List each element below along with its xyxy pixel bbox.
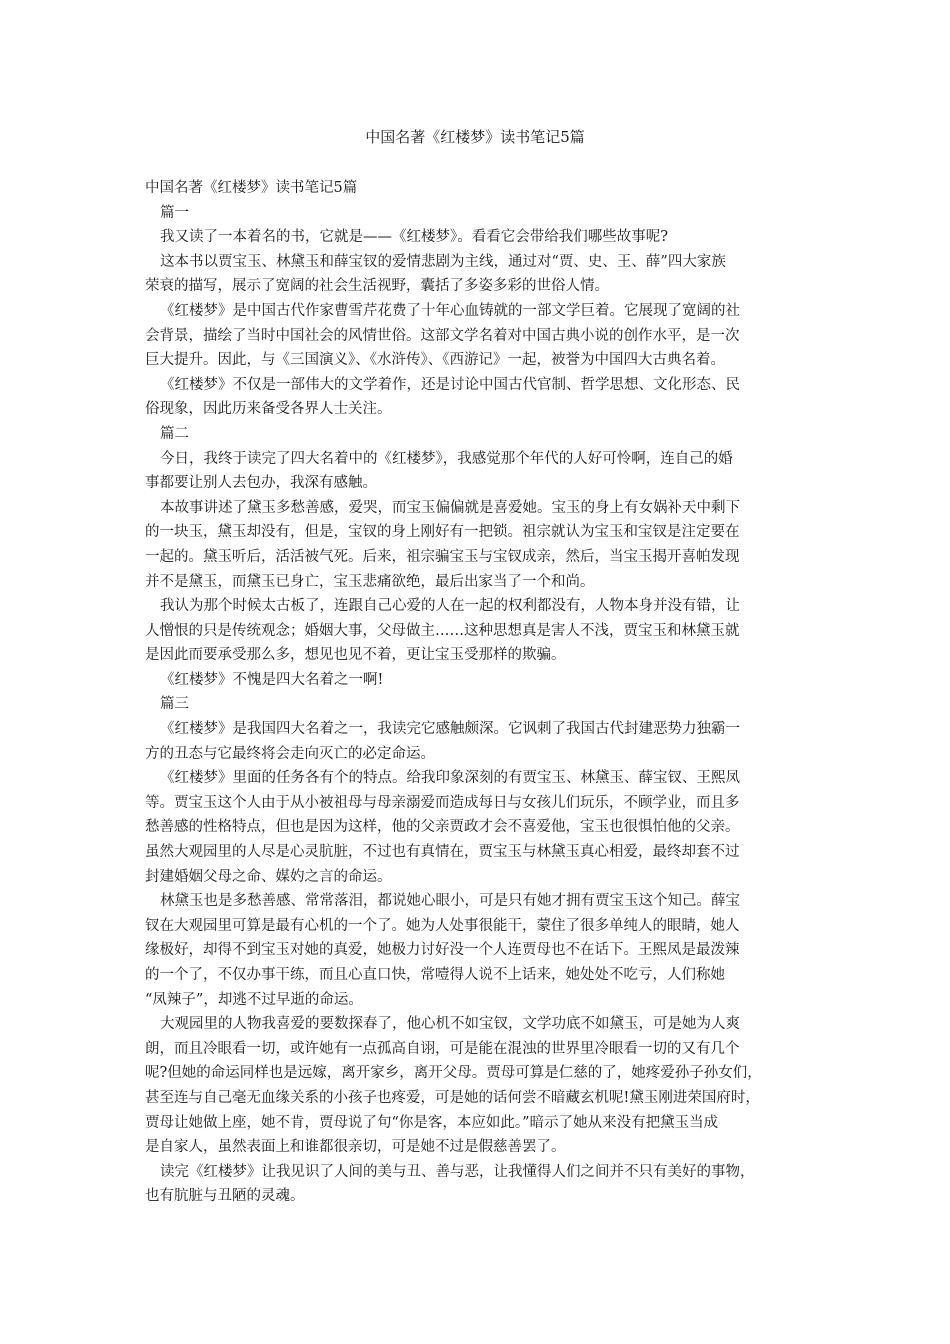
- text-line: 《红楼梦》不愧是四大名着之一啊!: [160, 671, 384, 688]
- text-line: 会背景，描绘了当时中国社会的风情世俗。这部文学名着对中国古典小说的创作水平，是一次: [145, 327, 740, 344]
- text-line: 俗现象，因此历来备受各界人士关注。: [145, 401, 392, 418]
- text-line: 《红楼梦》不仅是一部伟大的文学着作，还是讨论中国古代官制、哲学思想、文化形态、民: [160, 376, 740, 393]
- text-line: 朗，而且冷眼看一切，或许她有一点孤高自诩，可是能在混浊的世界里冷眼看一切的又有几个: [145, 1040, 740, 1057]
- text-line: 甚至连与自己毫无血缘关系的小孩子也疼爱，可是她的话何尝不暗藏玄机呢!黛玉刚进荣国府时，: [145, 1089, 760, 1106]
- text-line: 缘极好，却得不到宝玉对她的真爱，她极力讨好没一个人连贾母也不在话下。王熙凤是最泼辣: [145, 942, 740, 959]
- text-line: 并不是黛玉，而黛玉已身亡，宝玉悲痛欲绝，最后出家当了一个和尚。: [145, 573, 595, 590]
- text-line: 也有肮脏与丑陋的灵魂。: [145, 1188, 305, 1205]
- text-line: 虽然大观园里的人尽是心灵肮脏，不过也有真情在，贾宝玉与林黛玉真心相爱，最终却套不过: [145, 844, 740, 861]
- text-line: 巨大提升。因此，与《三国演义》、《水浒传》、《西游记》一起，被誉为中国四大古典名着。: [145, 352, 725, 369]
- text-line: 篇二: [160, 425, 189, 442]
- text-line: 《红楼梦》里面的任务各有个的特点。给我印象深刻的有贾宝玉、林黛玉、薛宝钗、王熙凤: [160, 770, 740, 787]
- text-line: 封建婚姻父母之命、媒妁之言的命运。: [145, 868, 392, 885]
- document-body: [145, 176, 807, 1209]
- text-line: 等。贾宝玉这个人由于从小被祖母与母亲溺爱而造成每日与女孩儿们玩乐，不顾学业，而且多: [145, 794, 740, 811]
- text-line: 大观园里的人物我喜爱的要数探春了，他心机不如宝钗，文学功底不如黛玉，可是她为人爽: [160, 1016, 740, 1033]
- text-line: 是自家人，虽然表面上和谁都很亲切，可是她不过是假慈善罢了。: [145, 1139, 566, 1156]
- text-line: 我认为那个时候太古板了，连跟自己心爱的人在一起的权利都没有，人物本身并没有错，让: [160, 598, 740, 615]
- document-title: 中国名著《红楼梦》读书笔记5篇: [365, 128, 585, 146]
- text-line: 的一块玉，黛玉却没有，但是，宝钗的身上刚好有一把锁。祖宗就认为宝玉和宝钗是注定要在: [145, 524, 740, 541]
- text-line: 的一个了，不仅办事干练，而且心直口快，常噎得人说不上话来，她处处不吃亏，人们称她: [145, 967, 725, 983]
- text-line: 一起的。黛玉听后，活活被气死。后来，祖宗骗宝玉与宝钗成亲，然后，当宝玉揭开喜帕发现: [145, 548, 740, 565]
- text-line: 篇三: [160, 696, 189, 713]
- text-line: 荣衰的描写，展示了宽阔的社会生活视野，囊括了多姿多彩的世俗人情。: [145, 278, 609, 295]
- text-line: 是因此而要承受那么多，想见也见不着，更让宝玉受那样的欺骗。: [145, 647, 566, 664]
- text-line: 《红楼梦》是中国古代作家曹雪芹花费了十年心血铸就的一部文学巨着。它展现了宽阔的社: [160, 302, 740, 319]
- text-line: 事都要让别人去包办，我深有感触。: [145, 475, 377, 492]
- text-line: 这本书以贾宝玉、林黛玉和薛宝钗的爱情悲剧为主线，通过对“贾、史、王、薛”四大家族: [160, 253, 726, 270]
- text-line: 《红楼梦》是我国四大名着之一，我读完它感触颇深。它讽刺了我国古代封建恶势力独霸一: [160, 721, 740, 738]
- text-line: 读完《红楼梦》让我见识了人间的美与丑、善与恶，让我懂得人们之间并不只有美好的事物，: [160, 1163, 755, 1180]
- text-line: “凤辣子”，却逃不过早逝的命运。: [145, 991, 363, 1008]
- text-line: 人憎恨的只是传统观念；婚姻大事，父母做主……这种思想真是害人不浅，贾宝玉和林黛玉就: [145, 622, 740, 639]
- text-line: 篇一: [160, 204, 189, 221]
- text-line: 中国名著《红楼梦》读书笔记5篇: [145, 180, 358, 196]
- text-line: 方的丑态与它最终将会走向灭亡的必定命运。: [145, 745, 435, 762]
- text-line: 本故事讲述了黛玉多愁善感，爱哭，而宝玉偏偏就是喜爱她。宝玉的身上有女娲补天中剩下: [160, 499, 740, 516]
- text-line: 愁善感的性格特点，但也是因为这样，他的父亲贾政才会不喜爱他，宝玉也很惧怕他的父亲。: [145, 819, 740, 836]
- text-line: 今日，我终于读完了四大名着中的《红楼梦》，我感觉那个年代的人好可怜啊，连自己的婚: [160, 450, 733, 467]
- text-line: 钗在大观园里可算是最有心机的一个了。她为人处事很能干，蒙住了很多单纯人的眼睛，她人: [145, 917, 740, 934]
- text-line: 贾母让她做上座，她不肯，贾母说了句“你是客，本应如此。”暗示了她从来没有把黛玉当成: [145, 1114, 719, 1131]
- text-line: 林黛玉也是多愁善感、常常落泪，都说她心眼小，可是只有她才拥有贾宝玉这个知己。薛宝: [160, 893, 740, 910]
- text-line: 我又读了一本着名的书，它就是——《红楼梦》。看看它会带给我们哪些故事呢?: [160, 229, 669, 246]
- text-line: 呢?但她的命运同样也是远嫁，离开家乡，离开父母。贾母可算是仁慈的了，她疼爱孙子孙女们，: [145, 1065, 762, 1082]
